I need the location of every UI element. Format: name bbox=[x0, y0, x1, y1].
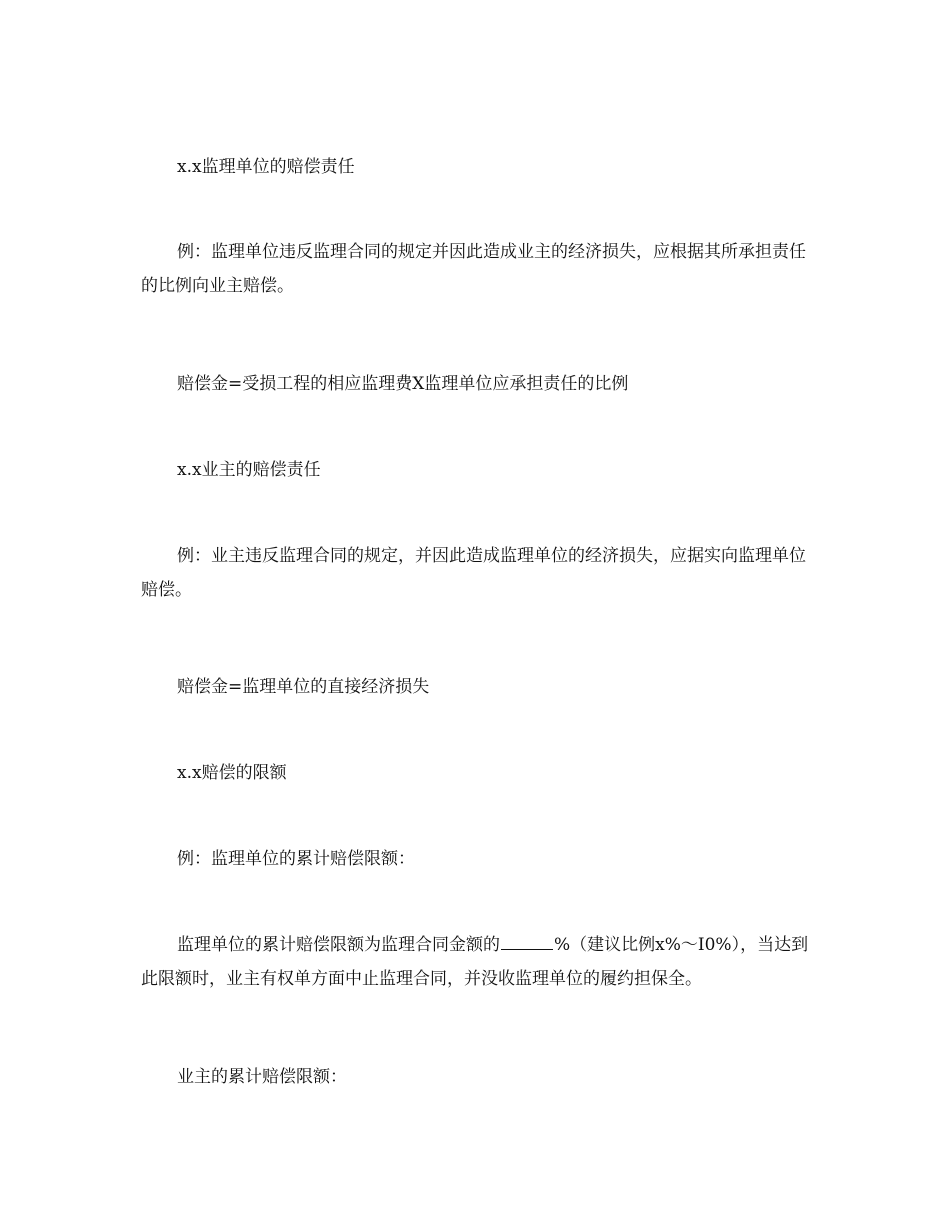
paragraph-owner-liability-example: 例：业主违反监理合同的规定，并因此造成监理单位的经济损失，应据实向监理单位赔偿。 bbox=[141, 546, 806, 600]
percentage-blank-line bbox=[501, 929, 553, 950]
paragraph-supervisor-limit-label: 例：监理单位的累计赔偿限额： bbox=[177, 849, 415, 869]
paragraph-supervisor-liability-example: 例：监理单位违反监理合同的规定并因此造成业主的经济损失，应根据其所承担责任的比例向业主赔偿。 bbox=[141, 242, 806, 296]
section-heading-supervisor-liability: x.x监理单位的赔偿责任 bbox=[177, 157, 355, 177]
paragraph-owner-limit-label: 业主的累计赔偿限额： bbox=[177, 1067, 347, 1087]
section-heading-owner-liability: x.x业主的赔偿责任 bbox=[177, 460, 321, 480]
paragraph-supervisor-limit-detail bbox=[141, 928, 817, 996]
paragraph-supervisor-compensation-formula: 赔偿金=受损工程的相应监理费X监理单位应承担责任的比例 bbox=[177, 374, 629, 394]
paragraph-owner-compensation-formula: 赔偿金=监理单位的直接经济损失 bbox=[177, 677, 430, 697]
limit-text-after-blank: %（建议比例x%～I0%），当达到此限额时，业主有权单方面中止监理合同，并没收监理单位的履约担保全。 bbox=[141, 935, 809, 989]
section-heading-compensation-limit: x.x赔偿的限额 bbox=[177, 763, 287, 783]
limit-text-before-blank: 监理单位的累计赔偿限额为监理合同金额的 bbox=[177, 935, 500, 955]
